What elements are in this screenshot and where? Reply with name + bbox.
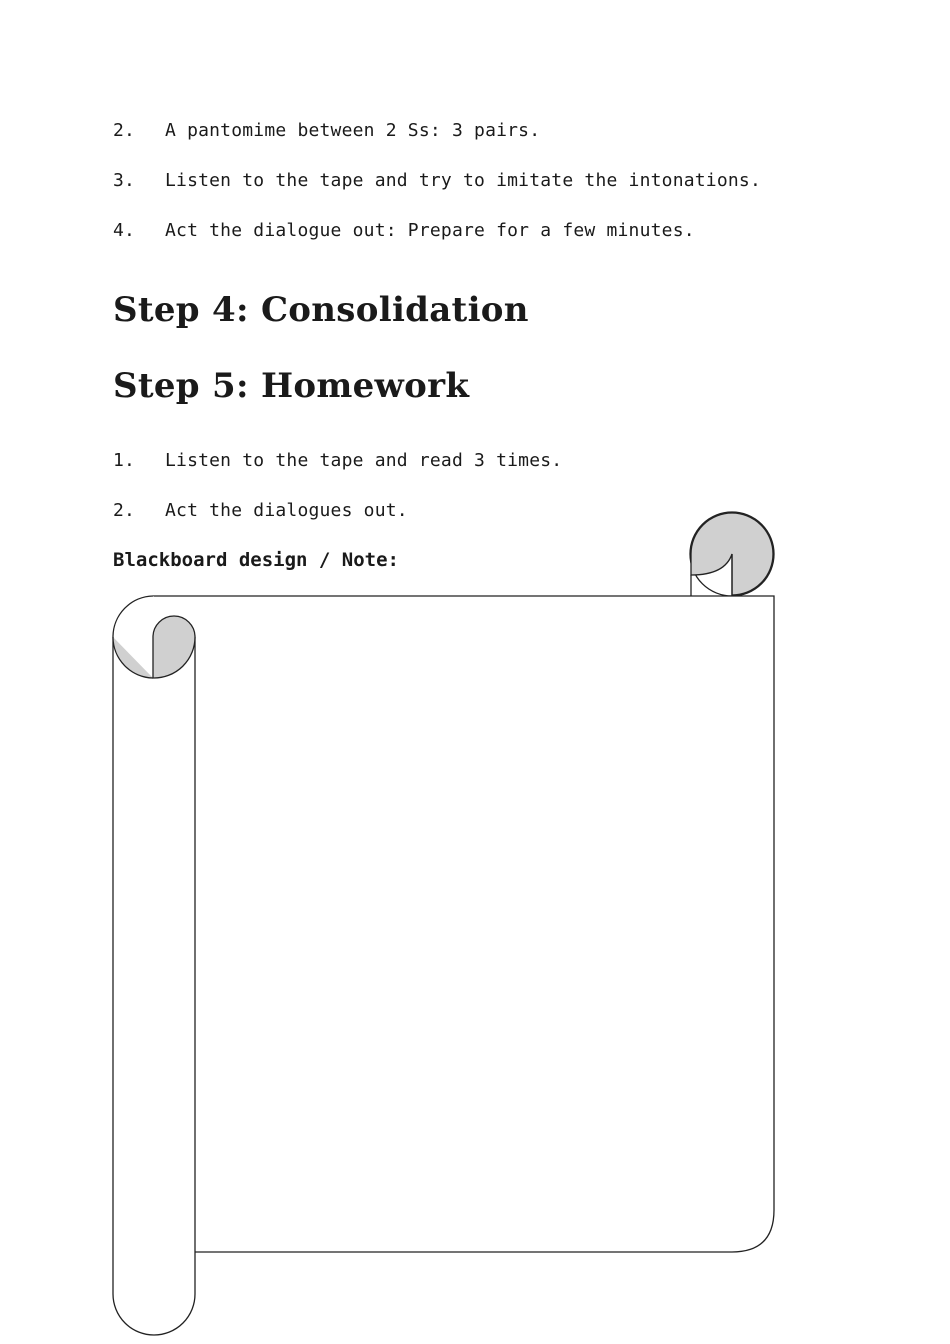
list-number: 1. [113,450,136,471]
list-number: 2. [113,500,136,521]
list-text: Act the dialogues out. [165,500,408,521]
list-number: 3. [113,170,136,191]
step-4-heading: Step 4: Consolidation [113,290,529,330]
list-text: Listen to the tape and read 3 times. [165,450,563,471]
step-5-heading: Step 5: Homework [113,366,470,406]
list-number: 4. [113,220,136,241]
scroll-sheet [153,596,774,1252]
scroll-left-column [113,596,195,1335]
list-number: 2. [113,120,136,141]
list-text: A pantomime between 2 Ss: 3 pairs. [165,120,541,141]
blackboard-note-label: Blackboard design / Note: [113,549,399,571]
list-text: Act the dialogue out: Prepare for a few minutes. [165,220,695,241]
list-text: Listen to the tape and try to imitate the intonations. [165,170,761,191]
